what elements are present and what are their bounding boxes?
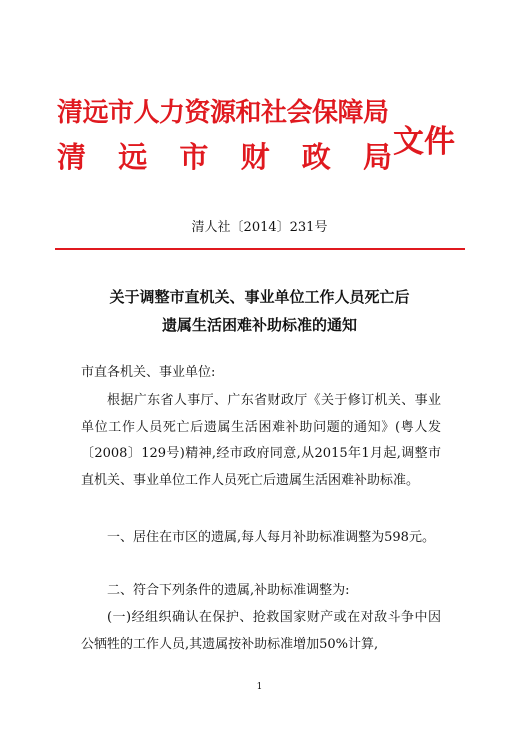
issuing-org-2-char: 清 [57, 140, 87, 174]
document-title-line-2: 遗属生活困难补助标准的通知 [161, 316, 357, 334]
issuing-org-2-char: 远 [118, 140, 148, 174]
page-number: 1 [256, 682, 263, 692]
issuing-org-1: 清远市人力资源和社会保障局 [57, 98, 389, 128]
paragraph-item-1: 一、居住在市区的遗属,每人每月补助标准调整为598元。 [107, 530, 435, 545]
paragraph-subitem-1: (一)经组织确认在保护、抢救国家财产或在对敌斗争中因公牺牲的工作人员,其遗属按补助标准增加50%计算, [81, 610, 441, 652]
document-title-line-1: 关于调整市直机关、事业单位工作人员死亡后 [109, 288, 410, 306]
paragraph-intro: 根据广东省人事厅、广东省财政厅《关于修订机关、事业单位工作人员死亡后遗属生活困难补助问题的通知》(粤人发〔2008〕129号)精神,经市政府同意,从2015年1月起,调整市直机关、事业单位工作人员死亡后遗属生活困难补助标准。 [81, 393, 441, 488]
issuing-org-2-char: 政 [301, 140, 331, 174]
document-type-label: 文件 [393, 124, 455, 160]
paragraph-item-2: 二、符合下列条件的遗属,补助标准调整为: [107, 583, 350, 598]
issuing-org-2 [57, 135, 392, 176]
issuing-org-2-char: 市 [179, 140, 209, 174]
red-divider [55, 248, 465, 250]
issuing-org-2-char: 局 [362, 140, 392, 174]
issuing-org-2-char: 财 [240, 140, 270, 174]
salutation: 市直各机关、事业单位: [81, 365, 216, 380]
document-number: 清人社〔2014〕231号 [191, 220, 328, 235]
